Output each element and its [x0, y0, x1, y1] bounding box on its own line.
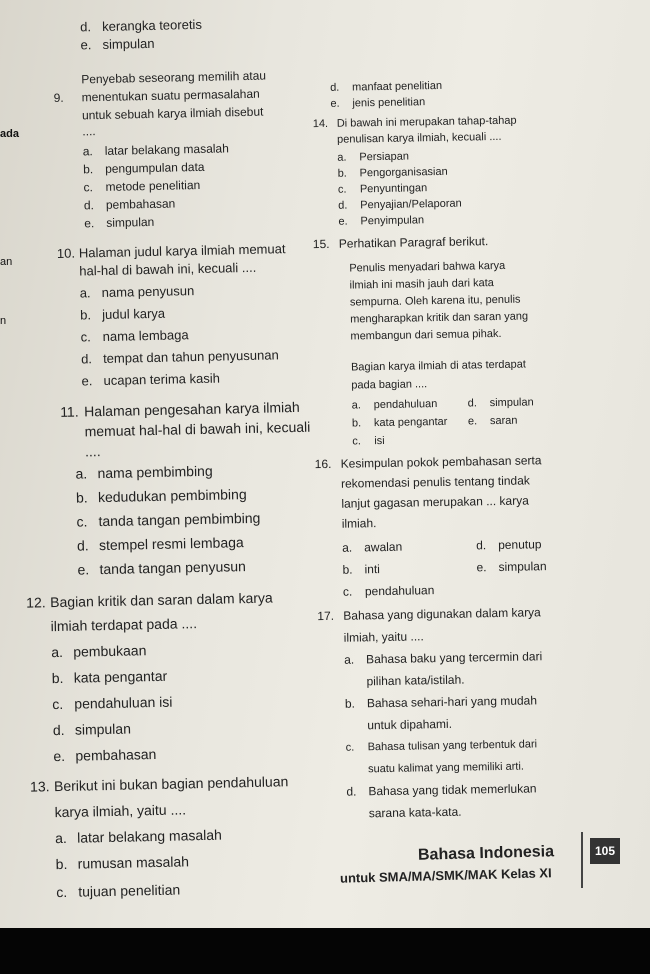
q16-option-d[interactable]: d. penutup — [476, 537, 542, 553]
q12-option-d[interactable]: d. simpulan — [52, 720, 132, 739]
book-title: Bahasa Indonesia — [417, 843, 555, 864]
q11-text-line3: .... — [84, 443, 101, 460]
q17-text-line2: ilmiah, yaitu .... — [343, 629, 424, 645]
q17-option-a-line2: pilihan kata/istilah. — [366, 672, 465, 689]
book-subtitle: untuk SMA/MA/SMK/MAK Kelas XI — [339, 865, 552, 886]
q16-text-line2: rekomendasi penulis tentang tindak — [340, 473, 530, 491]
q15-option-d[interactable]: d. simpulan — [467, 396, 534, 410]
q12-option-a[interactable]: a. pembukaan — [51, 642, 147, 661]
q9-text-line3: untuk sebuah karya ilmiah disebut — [81, 104, 264, 123]
q9-option-d[interactable]: d. pembahasan — [83, 196, 176, 213]
q10-option-e[interactable]: e. ucapan terima kasih — [81, 370, 221, 389]
q9-option-c[interactable]: c. metode penelitian — [83, 177, 201, 195]
q15-passage-line5: membangun dari semua pihak. — [350, 327, 502, 343]
q12-option-e[interactable]: e. pembahasan — [53, 745, 157, 765]
q10-text-line1: Halaman judul karya ilmiah memuat — [78, 241, 286, 261]
page-number: 105 — [590, 838, 620, 864]
q10-number: 10. — [56, 245, 76, 261]
q12-text-line2: ilmiah terdapat pada .... — [50, 615, 198, 635]
q10-option-a[interactable]: a. nama penyusun — [79, 283, 195, 301]
q15-option-a[interactable]: a. pendahuluan — [351, 398, 438, 412]
q16-option-c[interactable]: c. pendahuluan — [342, 583, 435, 599]
q16-text-line1: Kesimpulan pokok pembahasan serta — [340, 453, 542, 471]
q15-passage-line3: sempurna. Oleh karena itu, penulis — [349, 293, 521, 309]
q14-number: 14. — [312, 117, 329, 131]
option-d: d. kerangka teoretis — [79, 16, 203, 35]
q9-text-line2: menentukan suatu permasalahan — [81, 86, 260, 105]
q10-option-b[interactable]: b. judul karya — [80, 305, 166, 323]
q17-option-b-line2: untuk dipahami. — [367, 716, 453, 733]
margin-fragment-n: n — [0, 315, 7, 327]
q15-question-line1: Bagian karya ilmiah di atas terdapat — [350, 358, 526, 374]
q9-option-a[interactable]: a. latar belakang masalah — [82, 141, 229, 159]
q9-option-e[interactable]: e. simpulan — [84, 214, 155, 231]
q15-passage-line2: ilmiah ini masih jauh dari kata — [349, 277, 494, 292]
q9-text-line4: .... — [82, 124, 96, 139]
q16-text-line3: lanjut gagasan merupakan ... karya — [341, 493, 529, 511]
q11-option-e[interactable]: e. tanda tangan penyusun — [77, 558, 247, 578]
q14-option-c[interactable]: c. Penyuntingan — [337, 182, 428, 196]
q13-text-line1: Berikut ini bukan bagian pendahuluan — [53, 773, 289, 795]
q11-option-a[interactable]: a. nama pembimbing — [75, 462, 213, 482]
q15-option-c[interactable]: c. isi — [352, 434, 385, 448]
q17-option-a[interactable]: a. Bahasa baku yang tercermin dari — [343, 649, 543, 667]
q13-option-b[interactable]: b. rumusan masalah — [55, 853, 190, 873]
q15-text-line1: Perhatikan Paragraf berikut. — [338, 234, 489, 251]
q15-number: 15. — [312, 236, 330, 252]
q14-option-d[interactable]: d. Penyajian/Pelaporan — [338, 197, 462, 212]
q17-option-c-line2: suatu kalimat yang memiliki arti. — [367, 760, 525, 776]
option-d-right: d. manfaat penelitian — [330, 79, 443, 94]
dark-background-edge — [0, 928, 650, 974]
q14-text-line2: penulisan karya ilmiah, kecuali .... — [336, 130, 502, 146]
q16-number: 16. — [314, 456, 332, 472]
q9-text-line1: Penyebab seseorang memilih atau — [81, 68, 267, 87]
q17-option-b[interactable]: b. Bahasa sehari-hari yang mudah — [344, 693, 538, 711]
q9-option-b[interactable]: b. pengumpulan data — [82, 159, 205, 177]
q16-option-e[interactable]: e. simpulan — [476, 559, 547, 575]
q10-option-c[interactable]: c. nama lembaga — [80, 327, 189, 345]
q15-option-e[interactable]: e. saran — [467, 414, 518, 428]
q11-option-b[interactable]: b. kedudukan pembimbing — [75, 486, 247, 506]
q17-option-c[interactable]: c. Bahasa tulisan yang terbentuk dari — [345, 738, 538, 754]
q10-text-line2: hal-hal di bawah ini, kecuali .... — [79, 259, 257, 279]
q14-option-b[interactable]: b. Pengorganisasian — [337, 165, 448, 180]
q14-option-e[interactable]: e. Penyimpulan — [338, 214, 425, 228]
q11-option-d[interactable]: d. stempel resmi lembaga — [76, 534, 244, 554]
q11-option-c[interactable]: c. tanda tangan pembimbing — [76, 509, 261, 530]
q13-option-a[interactable]: a. latar belakang masalah — [54, 826, 223, 847]
q17-text-line1: Bahasa yang digunakan dalam karya — [343, 605, 541, 623]
q12-number: 12. — [26, 594, 46, 611]
margin-fragment-an: an — [0, 256, 13, 268]
q15-option-b[interactable]: b. kata pengantar — [351, 415, 448, 430]
footer-divider — [581, 832, 583, 888]
q15-question-line2: pada bagian .... — [351, 378, 428, 392]
q11-text-line1: Halaman pengesahan karya ilmiah — [84, 398, 300, 420]
option-e-right: e. jenis penelitian — [330, 96, 426, 110]
q17-number: 17. — [317, 608, 335, 624]
q9-number: 9. — [53, 90, 64, 105]
q16-option-b[interactable]: b. inti — [342, 562, 381, 577]
q15-passage-line1: Penulis menyadari bahwa karya — [349, 259, 506, 275]
q16-text-line4: ilmiah. — [341, 516, 377, 531]
q17-option-d[interactable]: d. Bahasa yang tidak memerlukan — [346, 781, 537, 799]
option-e: e. simpulan — [80, 35, 155, 53]
q16-option-a[interactable]: a. awalan — [342, 539, 403, 555]
q12-option-b[interactable]: b. kata pengantar — [51, 667, 168, 687]
q15-passage-line4: mengharapkan kritik dan saran yang — [350, 310, 529, 326]
q13-option-c[interactable]: c. tujuan penelitian — [56, 881, 181, 901]
q11-text-line2: memuat hal-hal di bawah ini, kecuali — [84, 418, 311, 440]
q11-number: 11. — [60, 403, 79, 420]
q17-option-d-line2: sarana kata-kata. — [368, 804, 462, 821]
q13-number: 13. — [29, 778, 50, 795]
q12-text-line1: Bagian kritik dan saran dalam karya — [50, 589, 273, 611]
margin-fragment-ada: ada — [0, 128, 19, 140]
q14-option-a[interactable]: a. Persiapan — [337, 150, 409, 164]
right-column — [312, 75, 622, 821]
q10-option-d[interactable]: d. tempat dan tahun penyusunan — [80, 347, 279, 367]
q14-text-line1: Di bawah ini merupakan tahap-tahap — [336, 114, 517, 130]
q13-text-line2: karya ilmiah, yaitu .... — [54, 801, 187, 821]
q12-option-c[interactable]: c. pendahuluan isi — [52, 693, 173, 713]
